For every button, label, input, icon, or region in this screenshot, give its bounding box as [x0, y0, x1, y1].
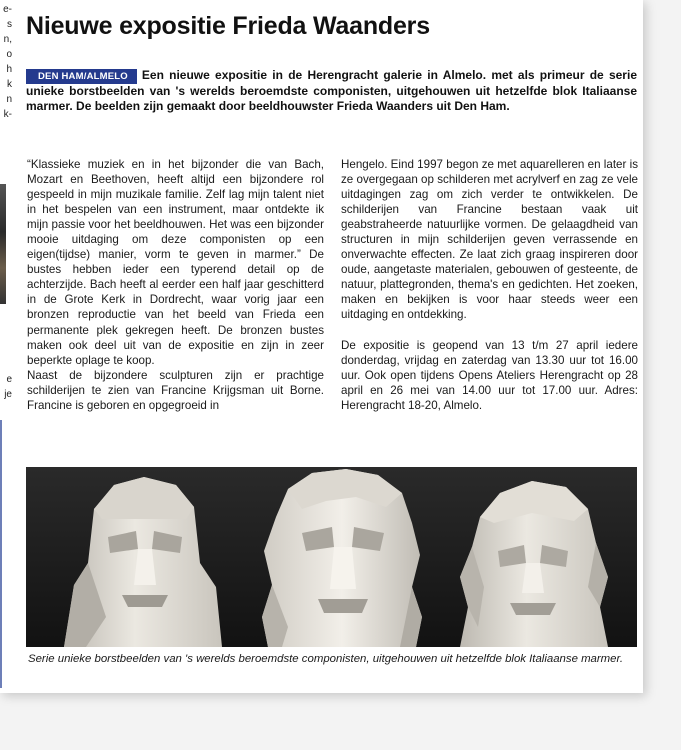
adjacent-photo-edge	[0, 184, 6, 304]
body-paragraph: Hengelo. Eind 1997 begon ze met aquarelleren en later is ze overgegaan op schilderen met acrylverf en zag ze vele uitdagingen zag om zich verder te ontwikkelen. De schilderijen van Francine bestaan vaak uit geabstraheerde natuurlijke vormen. De gelaagdheid van structuren in mijn schilderijen geven verrassende en onverwachte effecten. Ze laat zich graag inspireren door oude, aangetaste materialen, gebouwen of gesteente, de natuur, plattegronden, thema's en gedichten. Het zoeken, maken en bekijken is voor haar steeds weer een uitdaging en ontdekking.	[341, 158, 638, 322]
marble-busts-illustration	[26, 467, 637, 647]
adjacent-fragment: s	[7, 19, 12, 30]
adjacent-fragment: k-	[3, 109, 12, 120]
adjacent-article-strip	[0, 0, 14, 693]
article-lead	[26, 68, 637, 114]
adjacent-box-border	[0, 420, 2, 688]
article-headline: Nieuwe expositie Frieda Waanders	[26, 12, 430, 40]
sculptures-photo	[26, 467, 637, 647]
body-column-right	[341, 157, 638, 413]
photo-caption: Serie unieke borstbeelden van 's werelds beroemdste componisten, uitgehouwen uit hetzelfde blok Italiaanse marmer.	[28, 653, 624, 665]
body-column-left	[27, 157, 324, 413]
adjacent-fragment: e	[6, 374, 12, 385]
adjacent-fragment: e-	[3, 4, 12, 15]
adjacent-fragment: je	[4, 389, 12, 400]
lead-text: Een nieuwe expositie in de Herengracht galerie in Almelo. met als primeur de serie unieke borstbeelden van 's werelds beroemdste componisten, uitgehouwen uit hetzelfde blok Italiaanse marmer. De beelden zijn gemaakt door beeldhouwster Frieda Waanders uit Den Ham.	[26, 68, 637, 113]
adjacent-fragment: n,	[3, 34, 12, 45]
dateline-badge: DEN HAM/ALMELO	[26, 69, 137, 84]
exhibition-info-paragraph: De expositie is geopend van 13 t/m 27 april iedere donderdag, vrijdag en zaterdag van 13.30 uur tot 16.00 uur. Ook open tijdens Opens Ateliers Herengracht op 28 april en 26 mei van 14.00 uur tot 17.00 uur. Adres: Herengracht 18-20, Almelo.	[341, 338, 638, 412]
adjacent-fragment: h	[6, 64, 12, 75]
adjacent-fragment: o	[6, 49, 12, 60]
body-paragraph: Naast de bijzondere sculpturen zijn er prachtige schilderijen te zien van Francine Krijgsman uit Borne. Francine is geboren en opgegroeid in	[27, 368, 324, 412]
bust-middle	[262, 469, 422, 647]
adjacent-fragment: k	[7, 79, 12, 90]
adjacent-fragment: n	[6, 94, 12, 105]
body-paragraph: “Klassieke muziek en in het bijzonder die van Bach, Mozart en Beethoven, heeft altijd een bijzondere rol gespeeld in mijn muzikale familie. Zelf lag mijn talent niet in het bespelen van een instrument, maar ontdekte ik mijn passie voor het beeldhouwen. Het was een bijzonder mooie uitdaging om deze componisten op een eigen(tijdse) manier, vorm te geven in marmer.” De bustes hebben ieder een typerend detail op de achterzijde. Bach heeft al eerder een half jaar geschitterd in de Grote Kerk in Dordrecht, waar vorig jaar een bronzen reproductie van het beeld van Frieda een permanente plek gekregen heeft. De bronzen bustes maken ook deel uit van de expositie en zijn in zeer beperkte oplage te koop.	[27, 158, 324, 367]
